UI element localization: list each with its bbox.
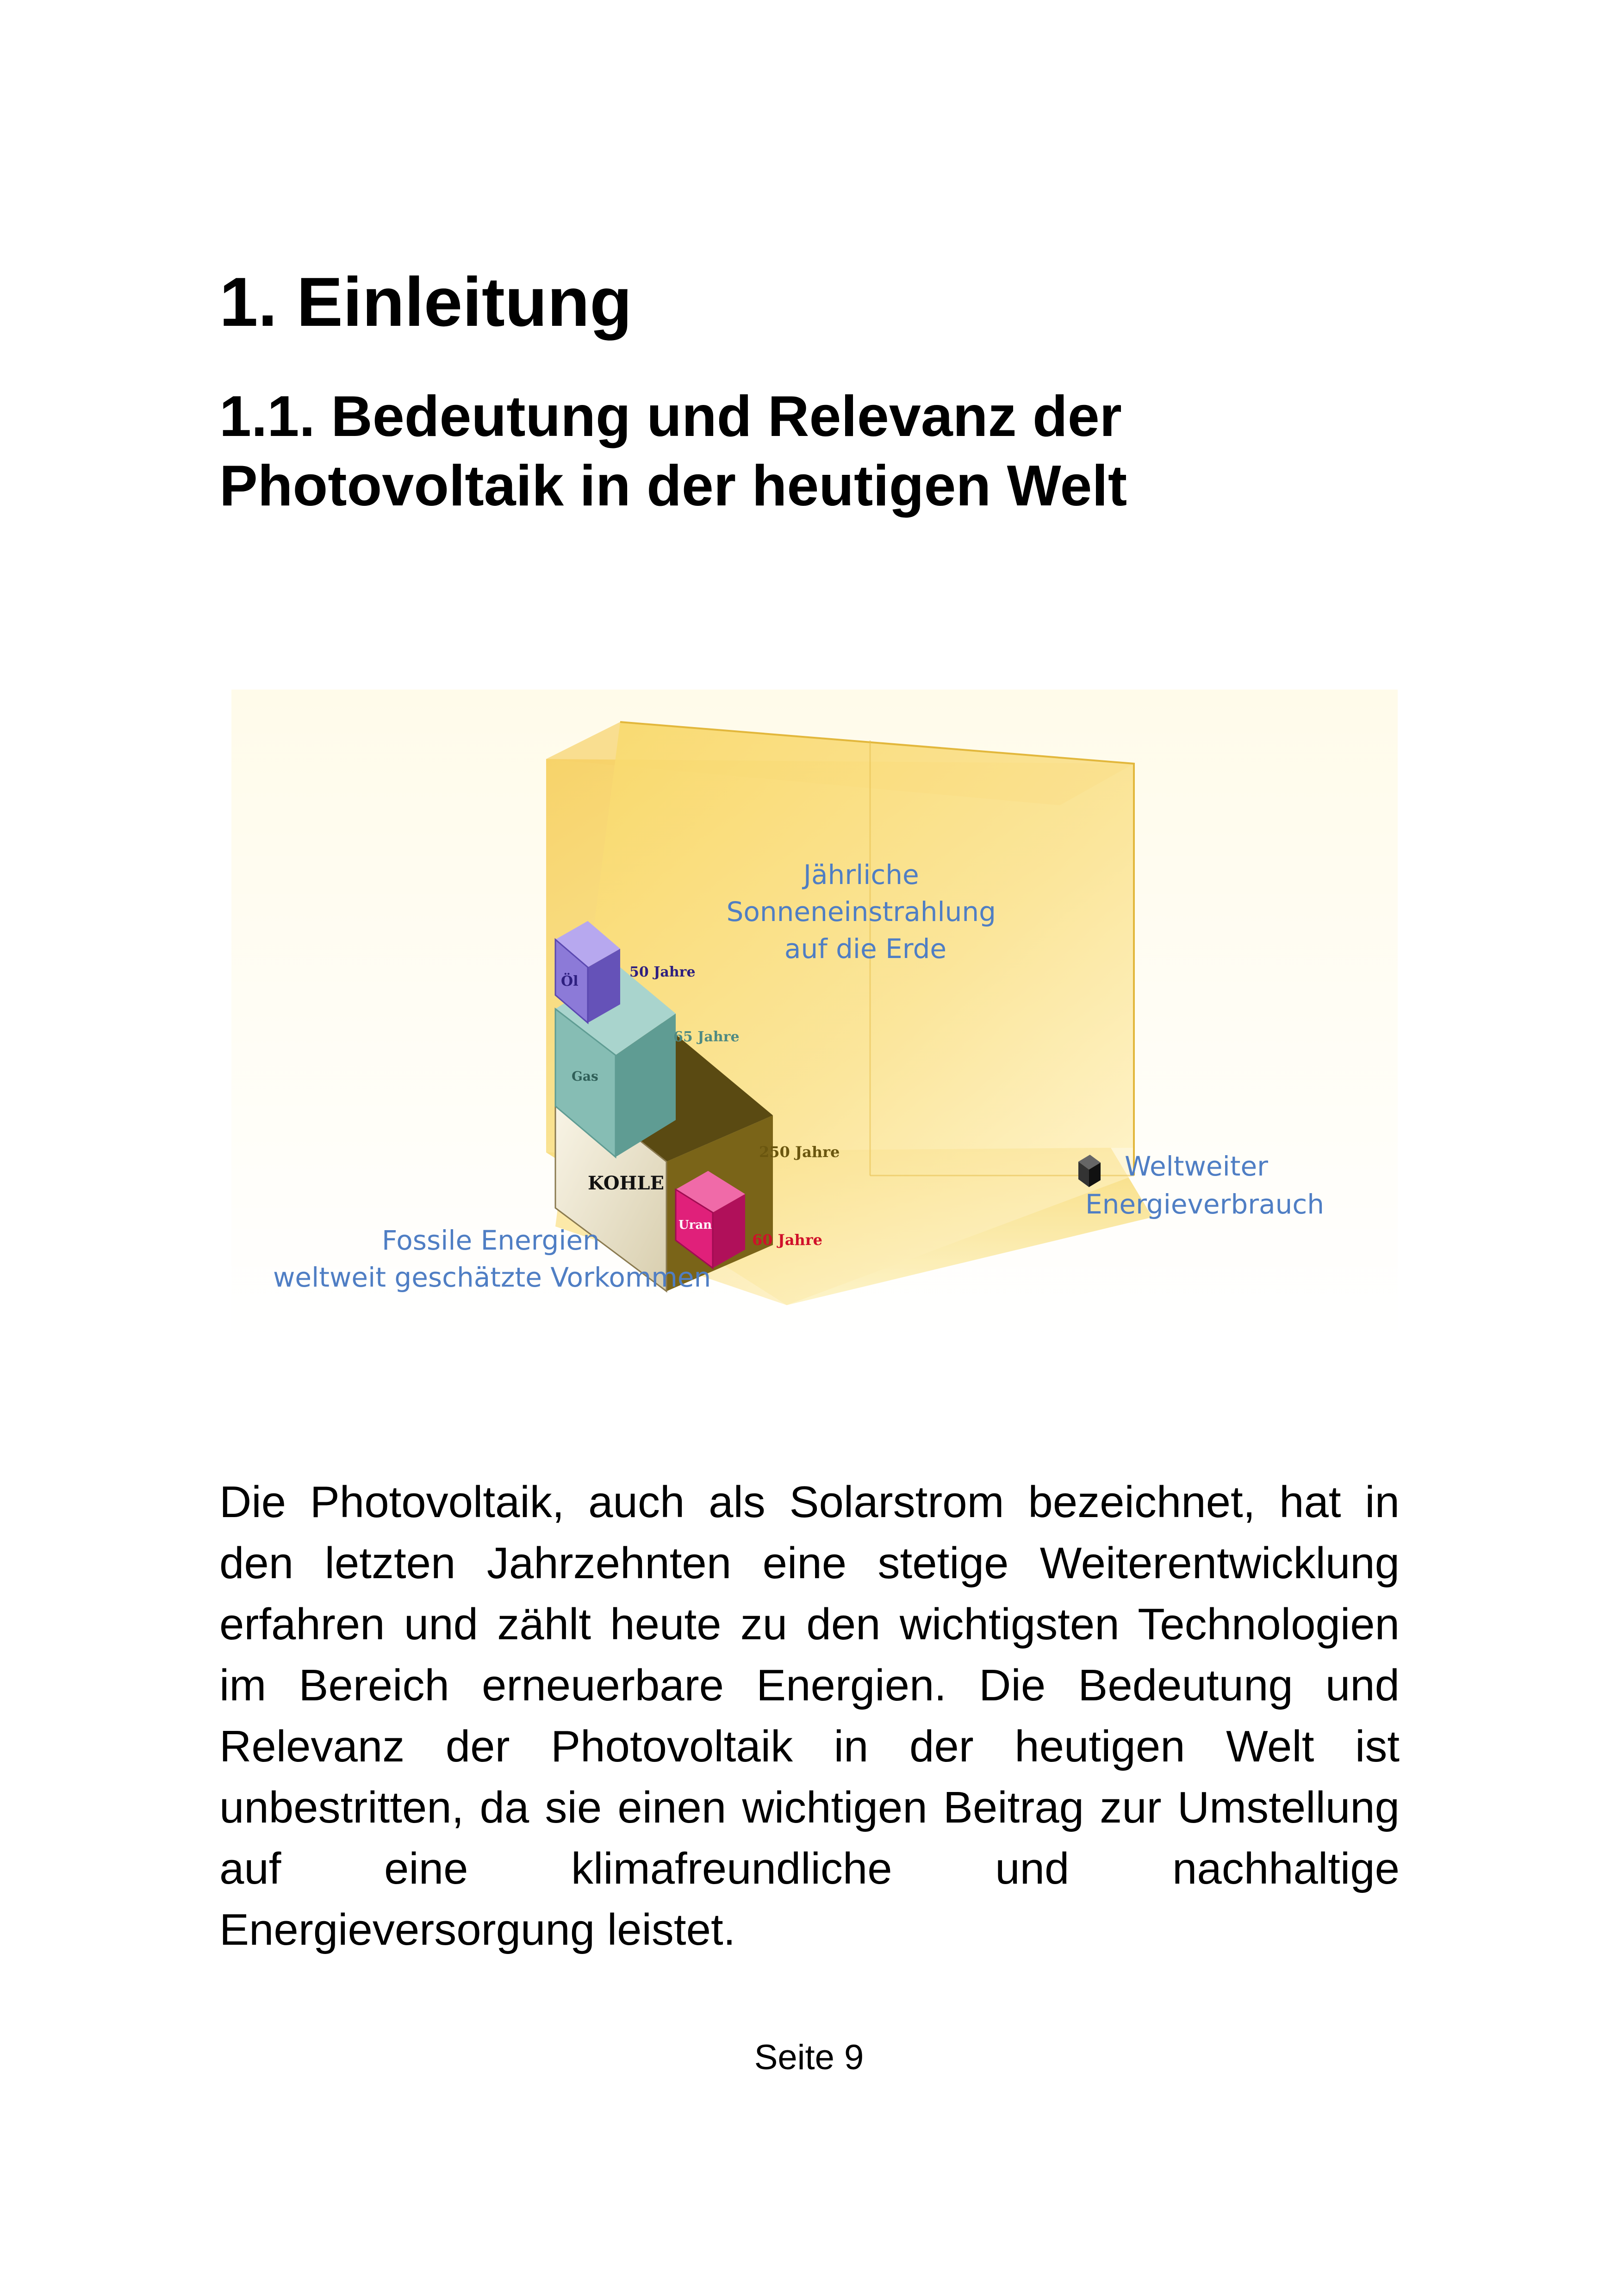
gas-years-label: 65 Jahre [673, 1029, 740, 1045]
energy-cube-illustration [231, 690, 1398, 1342]
energy-comparison-figure [231, 690, 1398, 1342]
kohle-label: KOHLE [588, 1172, 664, 1194]
chapter-heading: 1. Einleitung [219, 263, 632, 341]
oel-years-label: 50 Jahre [629, 964, 696, 980]
section-heading: 1.1. Bedeutung und Relevanz der Photovoltaik in der heutigen Welt [219, 385, 1127, 518]
oel-label: Öl [561, 973, 579, 989]
gas-label: Gas [572, 1069, 598, 1084]
world-consumption-label: Weltweiter Energieverbrauch [1085, 1151, 1324, 1220]
solar-radiation-label: Jährliche Sonneneinstrahlung auf die Erde [726, 859, 996, 964]
kohle-years-label: 250 Jahre [759, 1143, 840, 1161]
fossil-energies-label: Fossile Energien weltweit geschätzte Vorkommen [273, 1225, 711, 1293]
uran-label: Uran [678, 1218, 712, 1232]
page-number: Seite 9 [754, 2038, 864, 2077]
intro-paragraph: Die Photovoltaik, auch als Solarstrom bezeichnet, hat in den letzten Jahrzehnten eine stetige Weiterentwicklung erfahren und zählt heute zu den wichtigsten Technologien im Bereich erneuerbare Energien. Die Bedeutung und Relevanz der Photovoltaik in der heutigen Welt ist unbestritten, da sie einen wichtigen Beitrag zur Umstellung auf eine klimafreundliche und nachhaltige Energieversorgung leistet. [219, 1477, 1400, 1954]
uran-years-label: 60 Jahre [752, 1231, 823, 1249]
